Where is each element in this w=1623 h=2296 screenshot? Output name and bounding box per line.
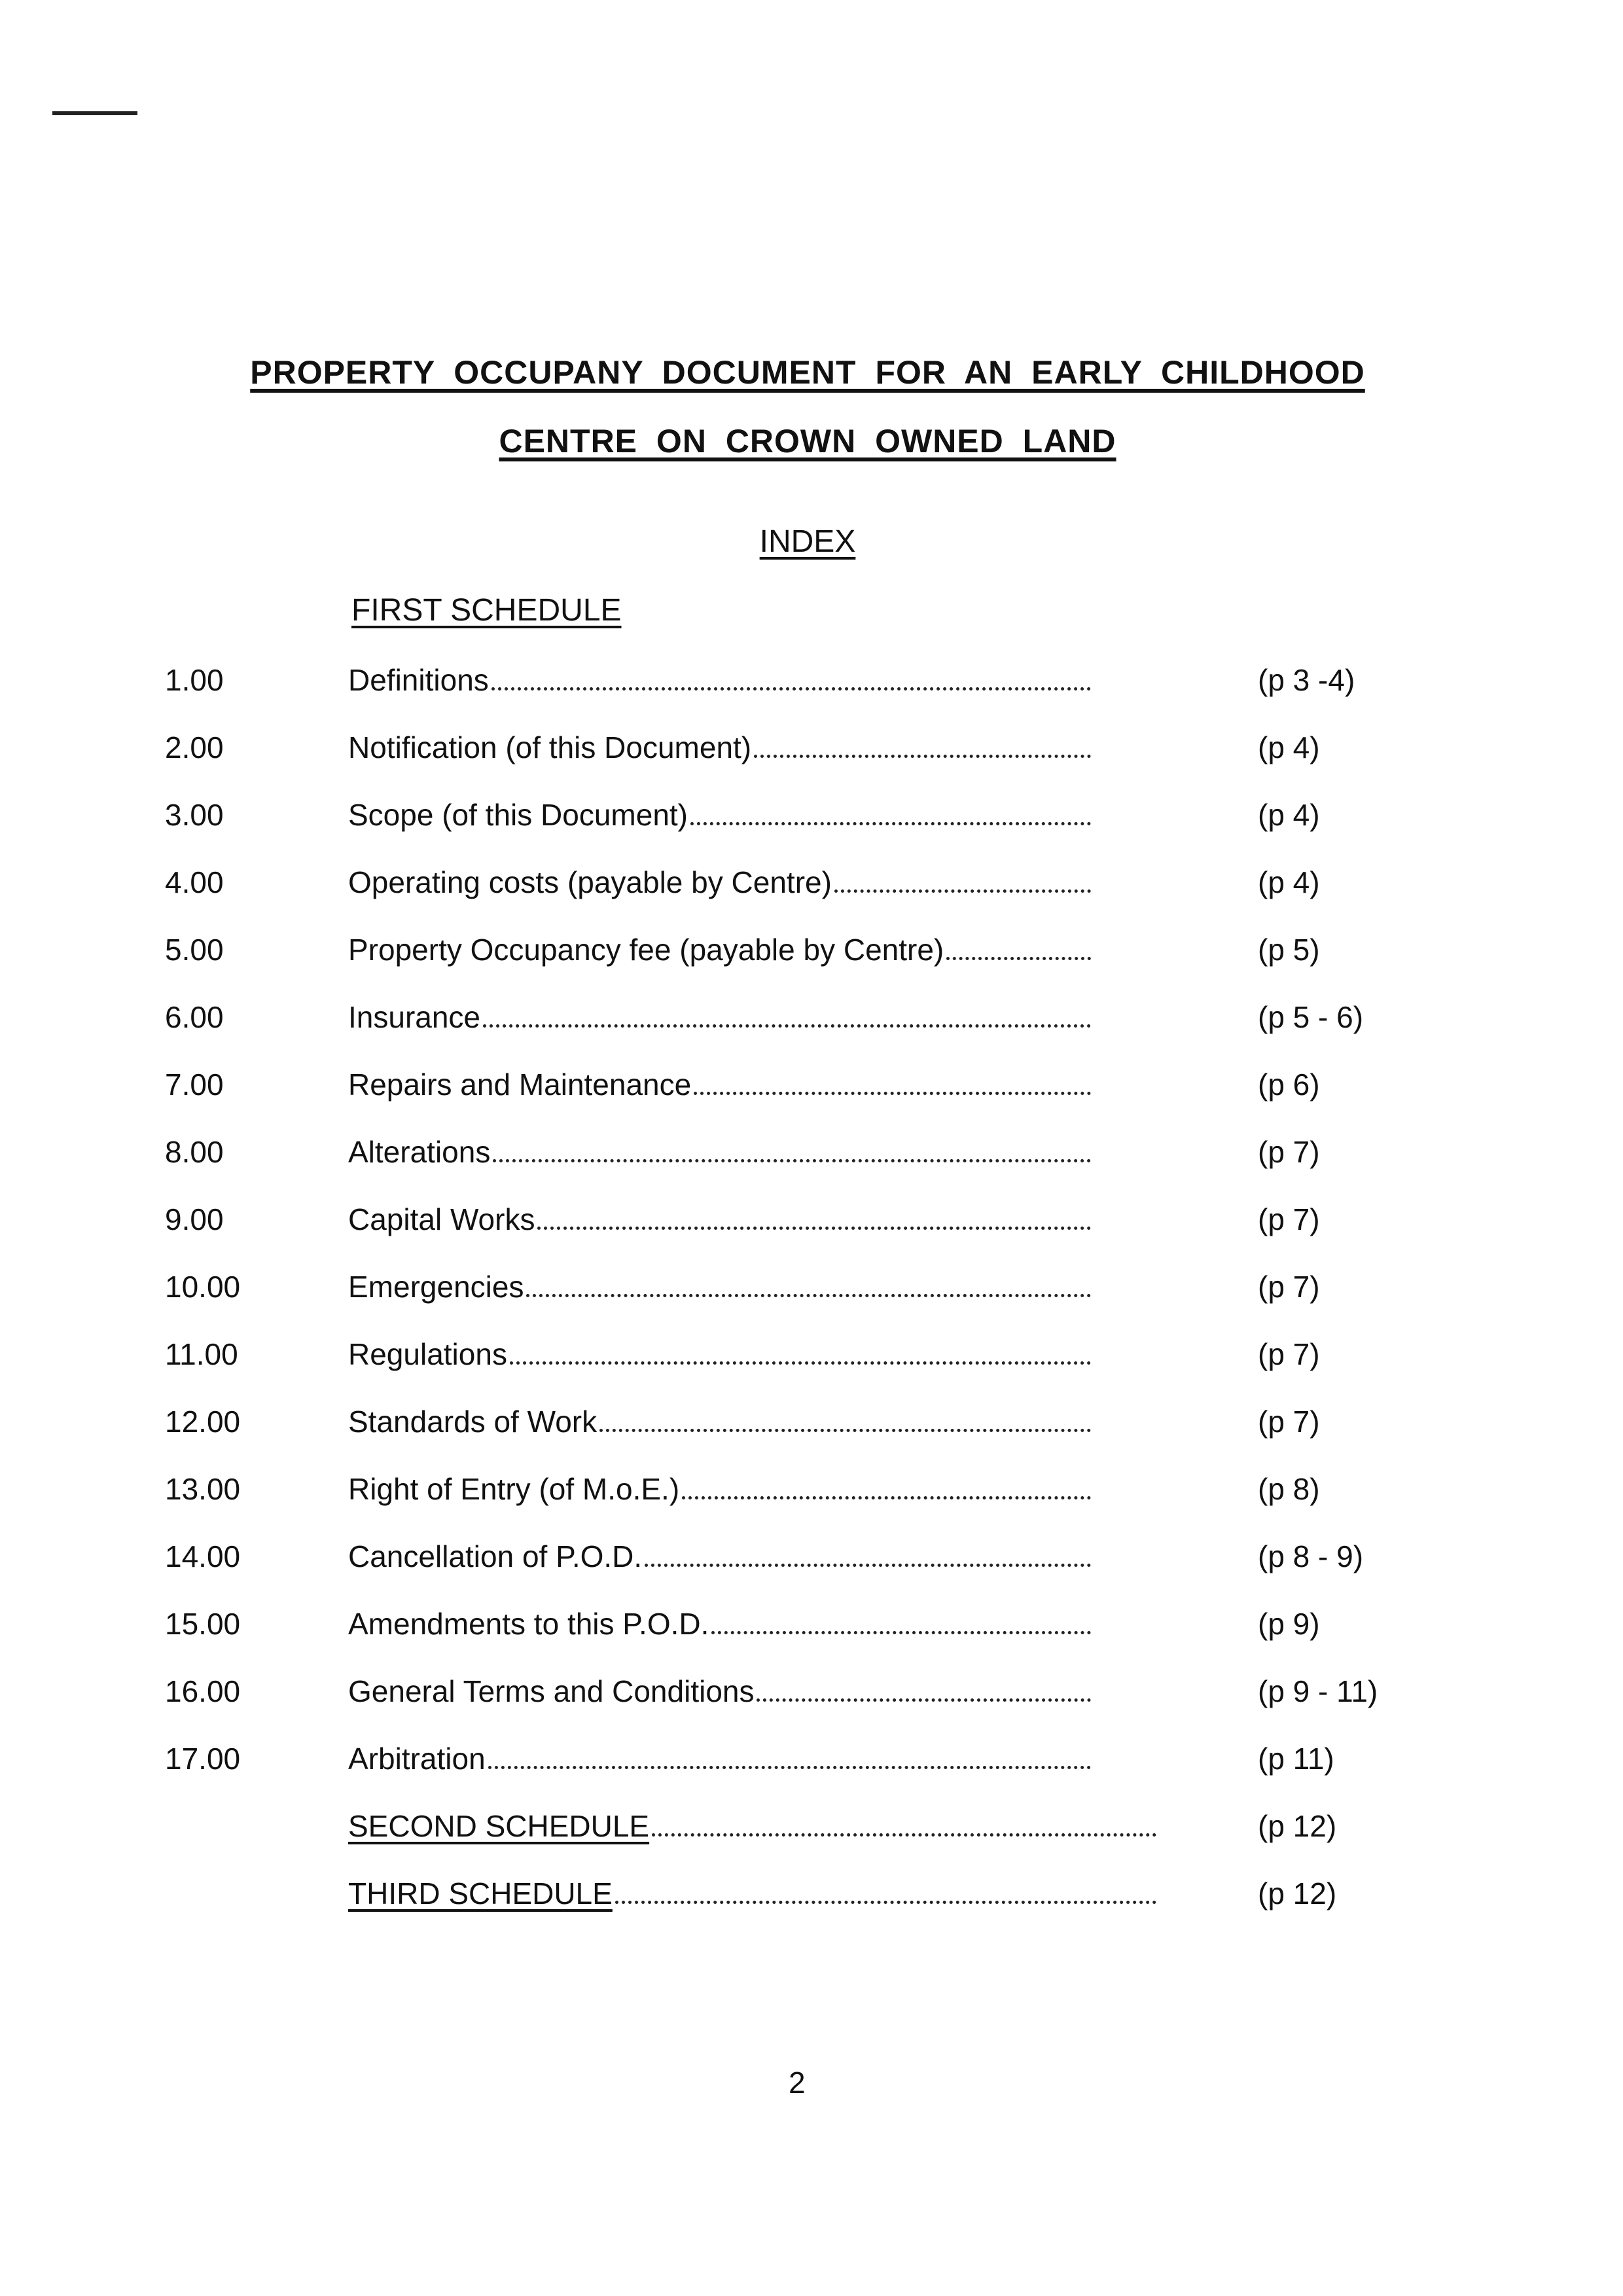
dot-leader [537, 1206, 1091, 1230]
entry-number: 10.00 [165, 1270, 241, 1304]
entry-label-group [348, 1202, 1091, 1237]
entry-number: 17.00 [165, 1742, 241, 1776]
entry-label-group [348, 1539, 1091, 1574]
entry-page-ref: (p 7) [1258, 1405, 1320, 1439]
entry-label-group [348, 1471, 1091, 1507]
dot-leader [711, 1610, 1091, 1634]
dot-leader [645, 1543, 1091, 1567]
entry-label: Scope (of this Document) [348, 798, 688, 832]
dot-leader [615, 1880, 1156, 1904]
entry-number: 7.00 [165, 1067, 224, 1102]
schedule-row [0, 1876, 1623, 1915]
entry-page-ref: (p 11) [1258, 1742, 1334, 1776]
dot-leader [690, 801, 1091, 825]
entry-label-group [348, 1134, 1091, 1170]
entry-label-group [348, 1269, 1091, 1304]
entry-label-group [348, 730, 1091, 765]
entry-label: Arbitration [348, 1742, 486, 1776]
entry-number: 4.00 [165, 865, 224, 899]
dot-leader [757, 1677, 1091, 1702]
entry-label-group [348, 1741, 1091, 1776]
index-entry [0, 1471, 1623, 1511]
dot-leader [510, 1340, 1091, 1365]
entry-label: Regulations [348, 1337, 507, 1371]
entry-label: SECOND SCHEDULE [348, 1809, 650, 1843]
index-entry [0, 1741, 1623, 1780]
entry-page-ref: (p 12) [1258, 1876, 1337, 1910]
index-heading: INDEX [759, 524, 856, 559]
entry-label: Emergencies [348, 1270, 524, 1304]
index-entry [0, 662, 1623, 702]
entry-page-ref: (p 3 -4) [1258, 663, 1355, 697]
schedule-row [0, 1808, 1623, 1848]
entry-number: 6.00 [165, 1000, 224, 1034]
entry-number: 5.00 [165, 933, 224, 967]
entry-page-ref: (p 4) [1258, 865, 1320, 899]
entry-page-ref: (p 4) [1258, 730, 1320, 764]
dot-leader [946, 936, 1091, 960]
entry-number: 12.00 [165, 1405, 241, 1439]
entry-page-ref: (p 9) [1258, 1607, 1320, 1641]
entry-label-group [348, 1606, 1091, 1641]
dot-leader [488, 1745, 1091, 1769]
entry-label-group [348, 932, 1091, 967]
dot-leader [682, 1475, 1091, 1499]
entry-label-group [348, 1674, 1091, 1709]
index-entry [0, 865, 1623, 904]
dot-leader [754, 734, 1091, 758]
index-entry [0, 1202, 1623, 1241]
entry-label-group [348, 662, 1091, 698]
page-number: 2 [789, 2066, 806, 2100]
entry-label: General Terms and Conditions [348, 1674, 755, 1708]
entry-label: Repairs and Maintenance [348, 1067, 692, 1102]
index-entry [0, 999, 1623, 1039]
entry-page-ref: (p 6) [1258, 1067, 1320, 1102]
entry-page-ref: (p 4) [1258, 798, 1320, 832]
entry-page-ref: (p 7) [1258, 1202, 1320, 1236]
dot-leader [491, 666, 1091, 691]
entry-page-ref: (p 7) [1258, 1135, 1320, 1169]
entry-label: Insurance [348, 1000, 481, 1034]
entry-label: Amendments to this P.O.D. [348, 1607, 709, 1641]
entry-page-ref: (p 5 - 6) [1258, 1000, 1364, 1034]
entry-page-ref: (p 5) [1258, 933, 1320, 967]
entry-number: 13.00 [165, 1472, 241, 1506]
document-title-line-2: CENTRE ON CROWN OWNED LAND [499, 423, 1116, 459]
entry-label-group [348, 797, 1091, 833]
index-entry [0, 1404, 1623, 1443]
index-entry [0, 1606, 1623, 1645]
entry-label-group [348, 1876, 1156, 1911]
entry-label: Property Occupancy fee (payable by Centre) [348, 933, 944, 967]
document-title-line-1: PROPERTY OCCUPANY DOCUMENT FOR AN EARLY CHILDHOOD [250, 354, 1365, 391]
entry-label-group [348, 1808, 1156, 1844]
entry-label-group [348, 865, 1091, 900]
entry-number: 2.00 [165, 730, 224, 764]
dot-leader [483, 1003, 1091, 1028]
entry-number: 8.00 [165, 1135, 224, 1169]
entry-page-ref: (p 8 - 9) [1258, 1539, 1364, 1573]
entry-page-ref: (p 8) [1258, 1472, 1320, 1506]
entry-page-ref: (p 12) [1258, 1809, 1337, 1843]
entry-number: 14.00 [165, 1539, 241, 1573]
entry-label: Cancellation of P.O.D. [348, 1539, 643, 1573]
entry-label-group [348, 1067, 1091, 1102]
entry-label: Operating costs (payable by Centre) [348, 865, 832, 899]
index-entry [0, 1674, 1623, 1713]
entry-number: 3.00 [165, 798, 224, 832]
index-entry [0, 1134, 1623, 1174]
index-entry [0, 1269, 1623, 1308]
entry-label-group [348, 1404, 1091, 1439]
dot-leader [493, 1138, 1091, 1162]
entry-number: 9.00 [165, 1202, 224, 1236]
index-entry [0, 1067, 1623, 1106]
entry-label: Standards of Work [348, 1405, 597, 1439]
dot-leader [599, 1408, 1091, 1432]
dot-leader [834, 869, 1091, 893]
entry-page-ref: (p 9 - 11) [1258, 1674, 1378, 1708]
entry-label: Capital Works [348, 1202, 535, 1236]
entry-label-group [348, 999, 1091, 1035]
entry-page-ref: (p 7) [1258, 1337, 1320, 1371]
index-entry [0, 1539, 1623, 1578]
index-entry [0, 1336, 1623, 1376]
index-entry [0, 932, 1623, 971]
entry-label: Alterations [348, 1135, 491, 1169]
entry-label: Notification (of this Document) [348, 730, 752, 764]
first-schedule-heading: FIRST SCHEDULE [351, 593, 622, 628]
entry-page-ref: (p 7) [1258, 1270, 1320, 1304]
entry-label: Definitions [348, 663, 489, 697]
entry-number: 11.00 [165, 1337, 238, 1371]
entry-number: 15.00 [165, 1607, 241, 1641]
dot-leader [652, 1812, 1156, 1837]
dot-leader [694, 1071, 1091, 1095]
dot-leader [526, 1273, 1091, 1297]
entry-label: THIRD SCHEDULE [348, 1876, 613, 1910]
scan-mark [52, 111, 137, 115]
entry-label-group [348, 1336, 1091, 1372]
index-entry [0, 797, 1623, 836]
entry-number: 16.00 [165, 1674, 241, 1708]
entry-label: Right of Entry (of M.o.E.) [348, 1472, 680, 1506]
entry-number: 1.00 [165, 663, 224, 697]
index-entry [0, 730, 1623, 769]
